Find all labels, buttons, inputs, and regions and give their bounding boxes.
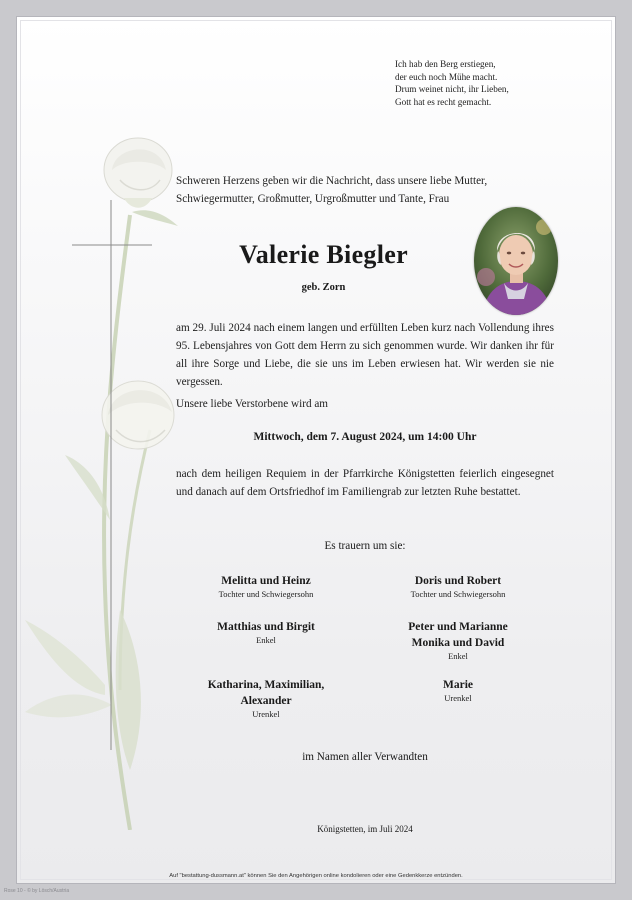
mourner-entry bbox=[176, 677, 356, 720]
mourner-entry bbox=[368, 677, 548, 704]
mourner-relation: Urenkel bbox=[444, 693, 472, 703]
mourner-relation: Urenkel bbox=[252, 709, 280, 719]
mourner-entry bbox=[176, 573, 356, 600]
mourner-entry bbox=[368, 619, 548, 662]
mourner-names: Melitta und Heinz bbox=[221, 575, 311, 587]
poem-line: Drum weinet nicht, ihr Lieben, bbox=[395, 84, 509, 94]
poem-line: der euch noch Mühe macht. bbox=[395, 71, 498, 82]
mourner-relation: Tochter und Schwiegersohn bbox=[410, 589, 506, 599]
mourner-names: Matthias und Birgit bbox=[217, 621, 315, 633]
poem-line: Ich hab den Berg erstiegen, bbox=[395, 59, 496, 69]
mourner-names: Doris und Robert bbox=[414, 575, 502, 587]
mourner-names: Marie bbox=[442, 679, 473, 691]
condolence-note: Auf "bestattung-dussmann.at" können Sie den Angehörigen online kondolieren oder eine Gedenkkerze entzünden. bbox=[169, 873, 463, 879]
closing-line: im Namen aller Verwandten bbox=[302, 751, 428, 763]
mourner-names: Peter und Marianne Monika und David bbox=[408, 621, 508, 649]
deceased-name: Valerie Biegler bbox=[239, 240, 408, 269]
mourner-entry bbox=[368, 573, 548, 600]
announcement-intro: Schweren Herzens geben wir die Nachricht, dass unsere liebe Mutter, Schwiegermutter, Großmutter, Urgroßmutter und Tante, Frau bbox=[176, 175, 488, 205]
memorial-poem bbox=[395, 58, 585, 108]
portrait-photo bbox=[474, 207, 558, 315]
mourner-relation: Enkel bbox=[256, 635, 276, 645]
life-paragraph: am 29. Juli 2024 nach einem langen und erfüllten Leben kurz nach Vollendung ihres 95. Lebensjahres von Gott dem Herrn zu sich genommen wurde. Wir danken ihr für all ihre Sorge und Liebe, die sie uns im Leben erwiesen hat. Wir werden sie nie vergessen. bbox=[176, 322, 554, 388]
mourners-heading: Es trauern um sie: bbox=[324, 540, 406, 552]
mourner-names: Katharina, Maximilian, Alexander bbox=[207, 679, 325, 707]
burial-paragraph: nach dem heiligen Requiem in der Pfarrkirche Königstetten feierlich eingesegnet und danach auf dem Ortsfriedhof im Familiengrab zur letzten Ruhe bestattet. bbox=[176, 468, 554, 498]
mourner-relation: Tochter und Schwiegersohn bbox=[218, 589, 314, 599]
funeral-date: Mittwoch, dem 7. August 2024, um 14:00 Uhr bbox=[253, 431, 477, 443]
image-credit: Rose 10 - © by Lösch/Austria bbox=[4, 888, 70, 894]
white-rose-illustration bbox=[20, 130, 190, 830]
mourner-entry bbox=[176, 619, 356, 646]
poem-line: Gott hat es recht gemacht. bbox=[395, 96, 492, 107]
mourners-list bbox=[176, 573, 554, 733]
mourner-relation: Enkel bbox=[448, 651, 468, 661]
funeral-intro-text: Unsere liebe Verstorbene wird am bbox=[176, 398, 329, 410]
maiden-name: geb. Zorn bbox=[301, 282, 346, 293]
place-and-date: Königstetten, im Juli 2024 bbox=[317, 824, 413, 834]
